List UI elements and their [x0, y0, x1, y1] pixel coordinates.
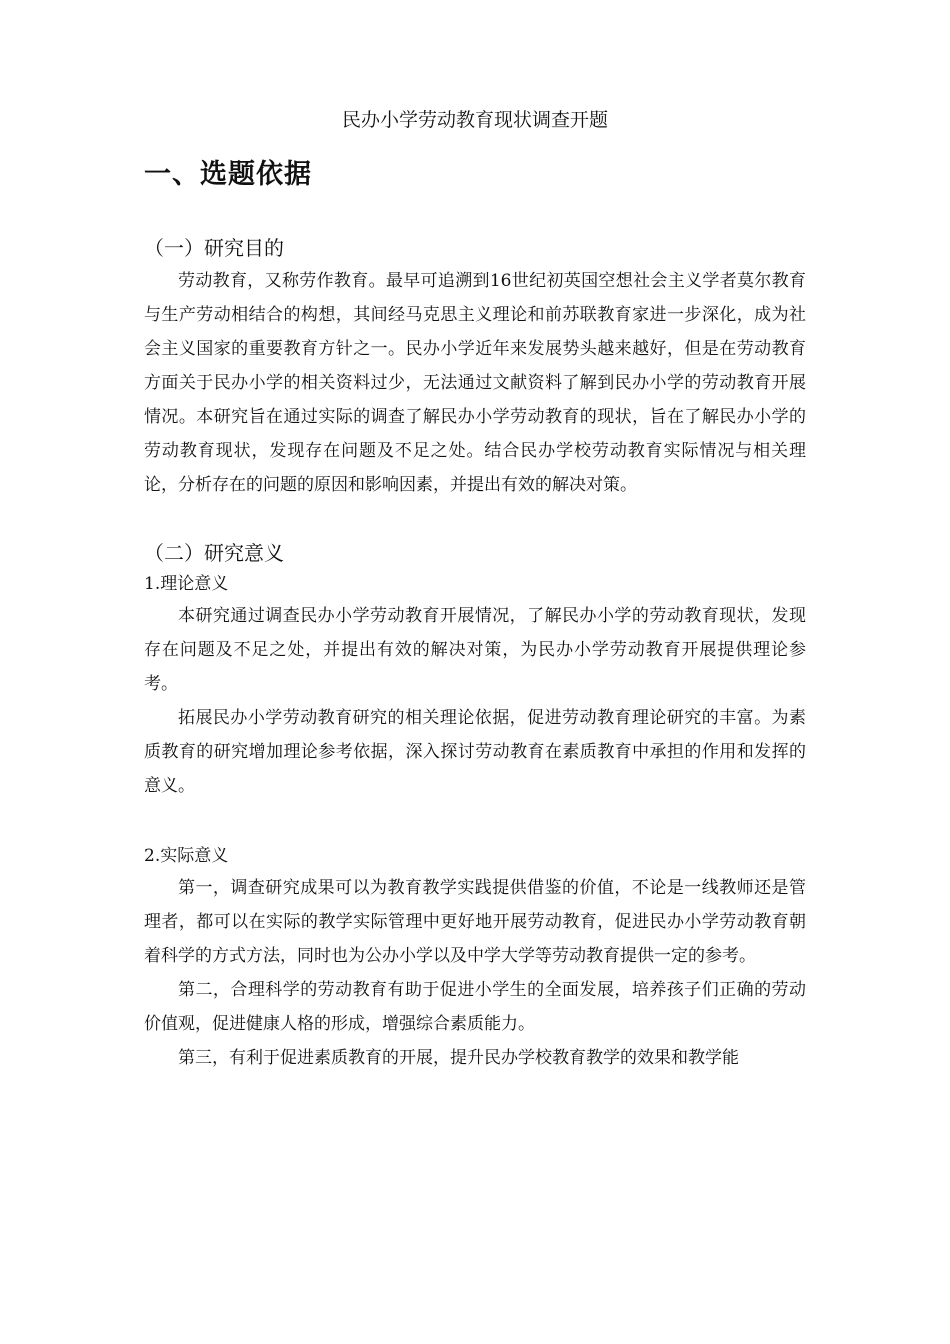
section-heading-topic-basis: 一、选题依据 [144, 159, 312, 190]
paragraph-research-purpose: 劳动教育，又称劳作教育。最早可追溯到16世纪初英国空想社会主义学者莫尔教育与生产劳动相结合的构想，其间经马克思主义理论和前苏联教育家进一步深化，成为社会主义国家的重要教育方针之一。民办小学近年来发展势头越来越好，但是在劳动教育方面关于民办小学的相关资料过少，无法通过文献资料了解到民办小学的劳动教育开展情况。本研究旨在通过实际的调查了解民办小学劳动教育的现状，旨在了解民办小学的劳动教育现状，发现存在问题及不足之处。结合民办学校劳动教育实际情况与相关理论，分析存在的问题的原因和影响因素，并提出有效的解决对策。 [144, 271, 806, 495]
subsection-heading-research-purpose: （一）研究目的 [144, 236, 284, 260]
paragraph-theory-2: 拓展民办小学劳动教育研究的相关理论依据，促进劳动教育理论研究的丰富。为素质教育的研究增加理论参考依据，深入探讨劳动教育在素质教育中承担的作用和发挥的意义。 [144, 708, 806, 796]
document-title: 民办小学劳动教育现状调查开题 [341, 109, 608, 131]
paragraph-practice-1: 第一，调查研究成果可以为教育教学实践提供借鉴的价值，不论是一线教师还是管理者，都可以在实际的教学实际管理中更好地开展劳动教育，促进民办小学劳动教育朝着科学的方式方法，同时也为公办小学以及中学大学等劳动教育提供一定的参考。 [144, 878, 806, 966]
paragraph-practice-3: 第三，有利于促进素质教育的开展，提升民办学校教育教学的效果和教学能 [178, 1048, 739, 1068]
heading-practical-significance: 2.实际意义 [144, 846, 229, 866]
document-page [144, 105, 806, 1075]
paragraph-theory-1: 本研究通过调查民办小学劳动教育开展情况，了解民办小学的劳动教育现状，发现存在问题及不足之处，并提出有效的解决对策，为民办小学劳动教育开展提供理论参考。 [144, 606, 806, 694]
paragraph-practice-2: 第二，合理科学的劳动教育有助于促进小学生的全面发展，培养孩子们正确的劳动价值观，促进健康人格的形成，增强综合素质能力。 [144, 980, 806, 1034]
heading-theoretical-significance: 1.理论意义 [144, 574, 229, 594]
subsection-heading-research-significance: （二）研究意义 [144, 541, 284, 565]
